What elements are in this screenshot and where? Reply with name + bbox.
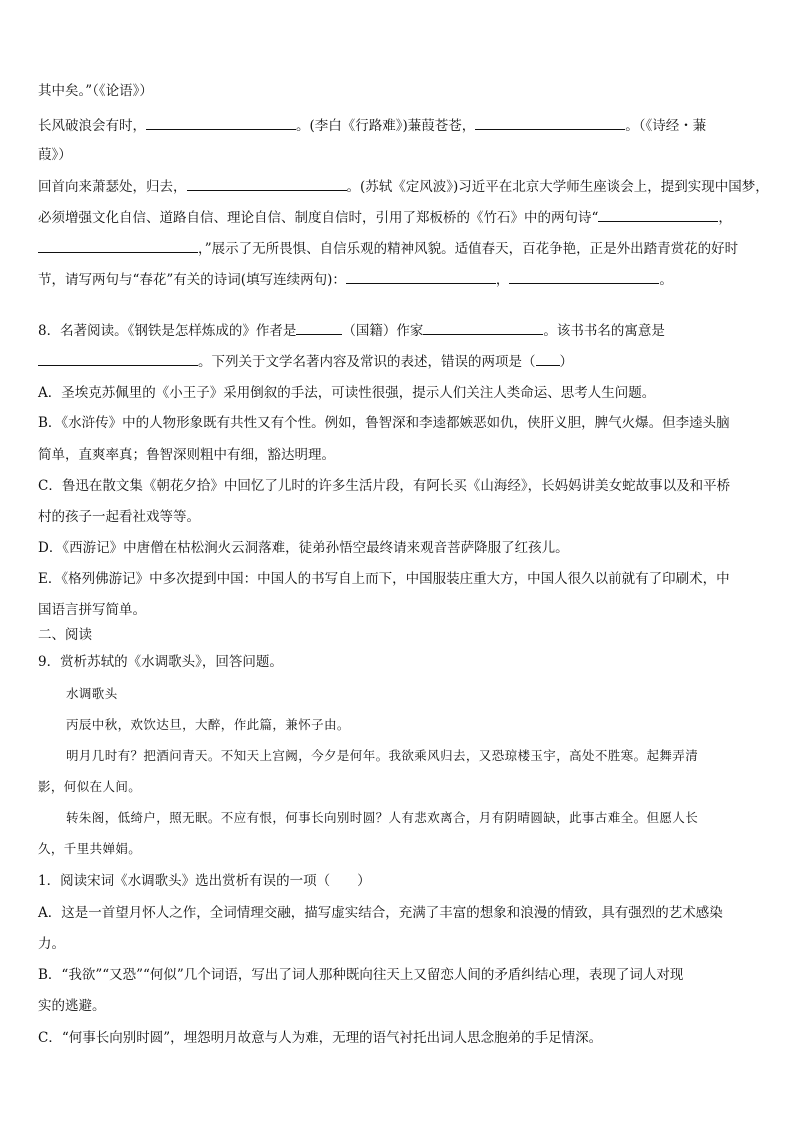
poem-title <box>66 685 118 703</box>
text-line <box>38 414 730 432</box>
text-line <box>38 997 106 1015</box>
text: 国语言拼写简单。 <box>38 602 146 618</box>
text-line <box>38 321 665 340</box>
text-line <box>38 352 573 371</box>
text: 实的逃避。 <box>38 998 106 1014</box>
text-line <box>38 384 655 402</box>
text: 。(李白《行路难》)蒹葭苍苍， <box>296 118 476 134</box>
text: 村的孩子一起看社戏等等。 <box>38 509 200 525</box>
text: 葭》） <box>38 147 72 163</box>
text: B．“我欲”“又恐”“何似”几个词语，写出了词人那种既向往天上又留恋人间的矛盾纠结心理，表现了词人对现 <box>38 967 684 983</box>
text-line <box>38 1029 602 1047</box>
text-line <box>38 601 146 619</box>
text: ， <box>718 210 732 226</box>
text: A．圣埃克苏佩里的《小王子》采用倒叙的手法，可读性很强，提示人们关注人类命运、思考人生问题。 <box>38 385 656 401</box>
text: 。下列关于文学名著内容及常识的表述，错误的两项是（ <box>198 354 536 370</box>
text: E．《格列佛游记》中多次提到中国：中国人的书写自上而下，中国服装庄重大方，中国人很久以前就有了印刷术，中 <box>38 571 730 587</box>
text: 简单，直爽率真；鲁智深则粗中有细，豁达明理。 <box>38 447 335 463</box>
answer-blank[interactable] <box>38 352 198 366</box>
answer-blank[interactable] <box>146 116 296 130</box>
poem-line <box>66 809 698 827</box>
text: ，”展示了无所畏惧、自信乐观的精神风貌。适值春天，百花争艳，正是外出踏青赏花的好时 <box>198 241 739 257</box>
text-line <box>38 146 72 164</box>
answer-blank[interactable] <box>598 208 718 222</box>
answer-blank[interactable] <box>346 270 496 284</box>
answer-blank[interactable] <box>187 177 347 191</box>
answer-blank[interactable] <box>423 321 543 335</box>
text: 水调歌头 <box>66 686 118 701</box>
text: 久，千里共婵娟。 <box>38 841 142 856</box>
answer-blank[interactable] <box>475 116 625 130</box>
text-line <box>38 177 769 196</box>
text-line <box>38 653 283 671</box>
text: 其中矣。”（《论语》） <box>38 83 153 99</box>
text: 1．阅读宋词《水调歌头》选出赏析有误的一项（ ） <box>38 873 371 889</box>
poem-line <box>38 778 141 796</box>
text: D．《西游记》中唐僧在枯松涧火云洞落难，徒弟孙悟空最终请来观音菩萨降服了红孩儿。 <box>38 540 569 556</box>
text: 转朱阁，低绮户，照无眠。不应有恨，何事长向别时圆？人有悲欢离合，月有阴晴圆缺，此事古难全。但愿人长 <box>66 810 699 825</box>
poem-line <box>66 716 350 734</box>
text: 二、阅读 <box>38 627 92 643</box>
text: 丙辰中秋，欢饮达旦，大醉，作此篇，兼怀子由。 <box>66 717 350 732</box>
answer-blank[interactable] <box>296 321 342 335</box>
poem-line <box>38 840 141 858</box>
text-line <box>38 872 371 890</box>
text: 9．赏析苏轼的《水调歌头》，回答问题。 <box>38 654 283 670</box>
text-line <box>38 116 706 135</box>
text-line <box>38 446 335 464</box>
text-line <box>38 82 153 100</box>
text: 明月几时有？把酒问青天。不知天上宫阙，今夕是何年。我欲乘风归去，又恐琼楼玉宇，高处不胜寒。起舞弄清 <box>66 748 699 763</box>
text-line <box>38 539 569 557</box>
text: 8．名著阅读。《钢铁是怎样炼成的》作者是 <box>38 323 297 339</box>
text: （国籍）作家 <box>342 323 424 339</box>
text: 。(苏轼《定风波》)习近平在北京大学师生座谈会上，提到实现中国梦， <box>346 179 769 195</box>
text-line <box>38 935 65 953</box>
answer-blank[interactable] <box>536 352 560 366</box>
text: 长风破浪会有时， <box>38 118 146 134</box>
text: 必须增强文化自信、道路自信、理论自信、制度自信时，引用了郑板桥的《竹石》中的两句诗“ <box>38 210 599 226</box>
text-line <box>38 570 730 588</box>
text: ） <box>559 354 573 370</box>
text-line <box>38 904 723 922</box>
text-line <box>38 966 683 984</box>
answer-blank[interactable] <box>509 270 659 284</box>
poem-line <box>66 747 698 765</box>
text: 。该书书名的寓意是 <box>543 323 665 339</box>
text-line <box>38 477 730 495</box>
text: ， <box>495 272 510 288</box>
text: 力。 <box>38 936 65 952</box>
text-line <box>38 239 738 258</box>
text: C．“何事长向别时圆”，埋怨明月故意与人为难，无理的语气衬托出词人思念胞弟的手足情深。 <box>38 1030 603 1046</box>
text: 影，何似在人间。 <box>38 779 142 794</box>
text-line <box>38 270 673 289</box>
text: 节，请写两句与“春花”有关的诗词(填写连续两句)： <box>38 272 346 288</box>
text: C．鲁迅在散文集《朝花夕拾》中回忆了儿时的许多生活片段，有阿长买《山海经》，长妈妈讲美女蛇故事以及和平桥 <box>38 478 731 494</box>
text-line <box>38 508 200 526</box>
text: 。 <box>659 272 673 288</box>
answer-blank[interactable] <box>38 239 198 253</box>
text: 。（《诗经・蒹 <box>625 118 707 134</box>
text: B．《水浒传》中的人物形象既有共性又有个性。例如，鲁智深和李逵都嫉恶如仇，侠肝义胆，脾气火爆。但李逵头脑 <box>38 415 730 431</box>
text: 回首向来萧瑟处，归去， <box>38 179 187 195</box>
text: A．这是一首望月怀人之作，全词情理交融，描写虚实结合，充满了丰富的想象和浪漫的情致，具有强烈的艺术感染 <box>38 905 723 921</box>
text-line <box>38 208 732 227</box>
section-heading <box>38 626 92 644</box>
